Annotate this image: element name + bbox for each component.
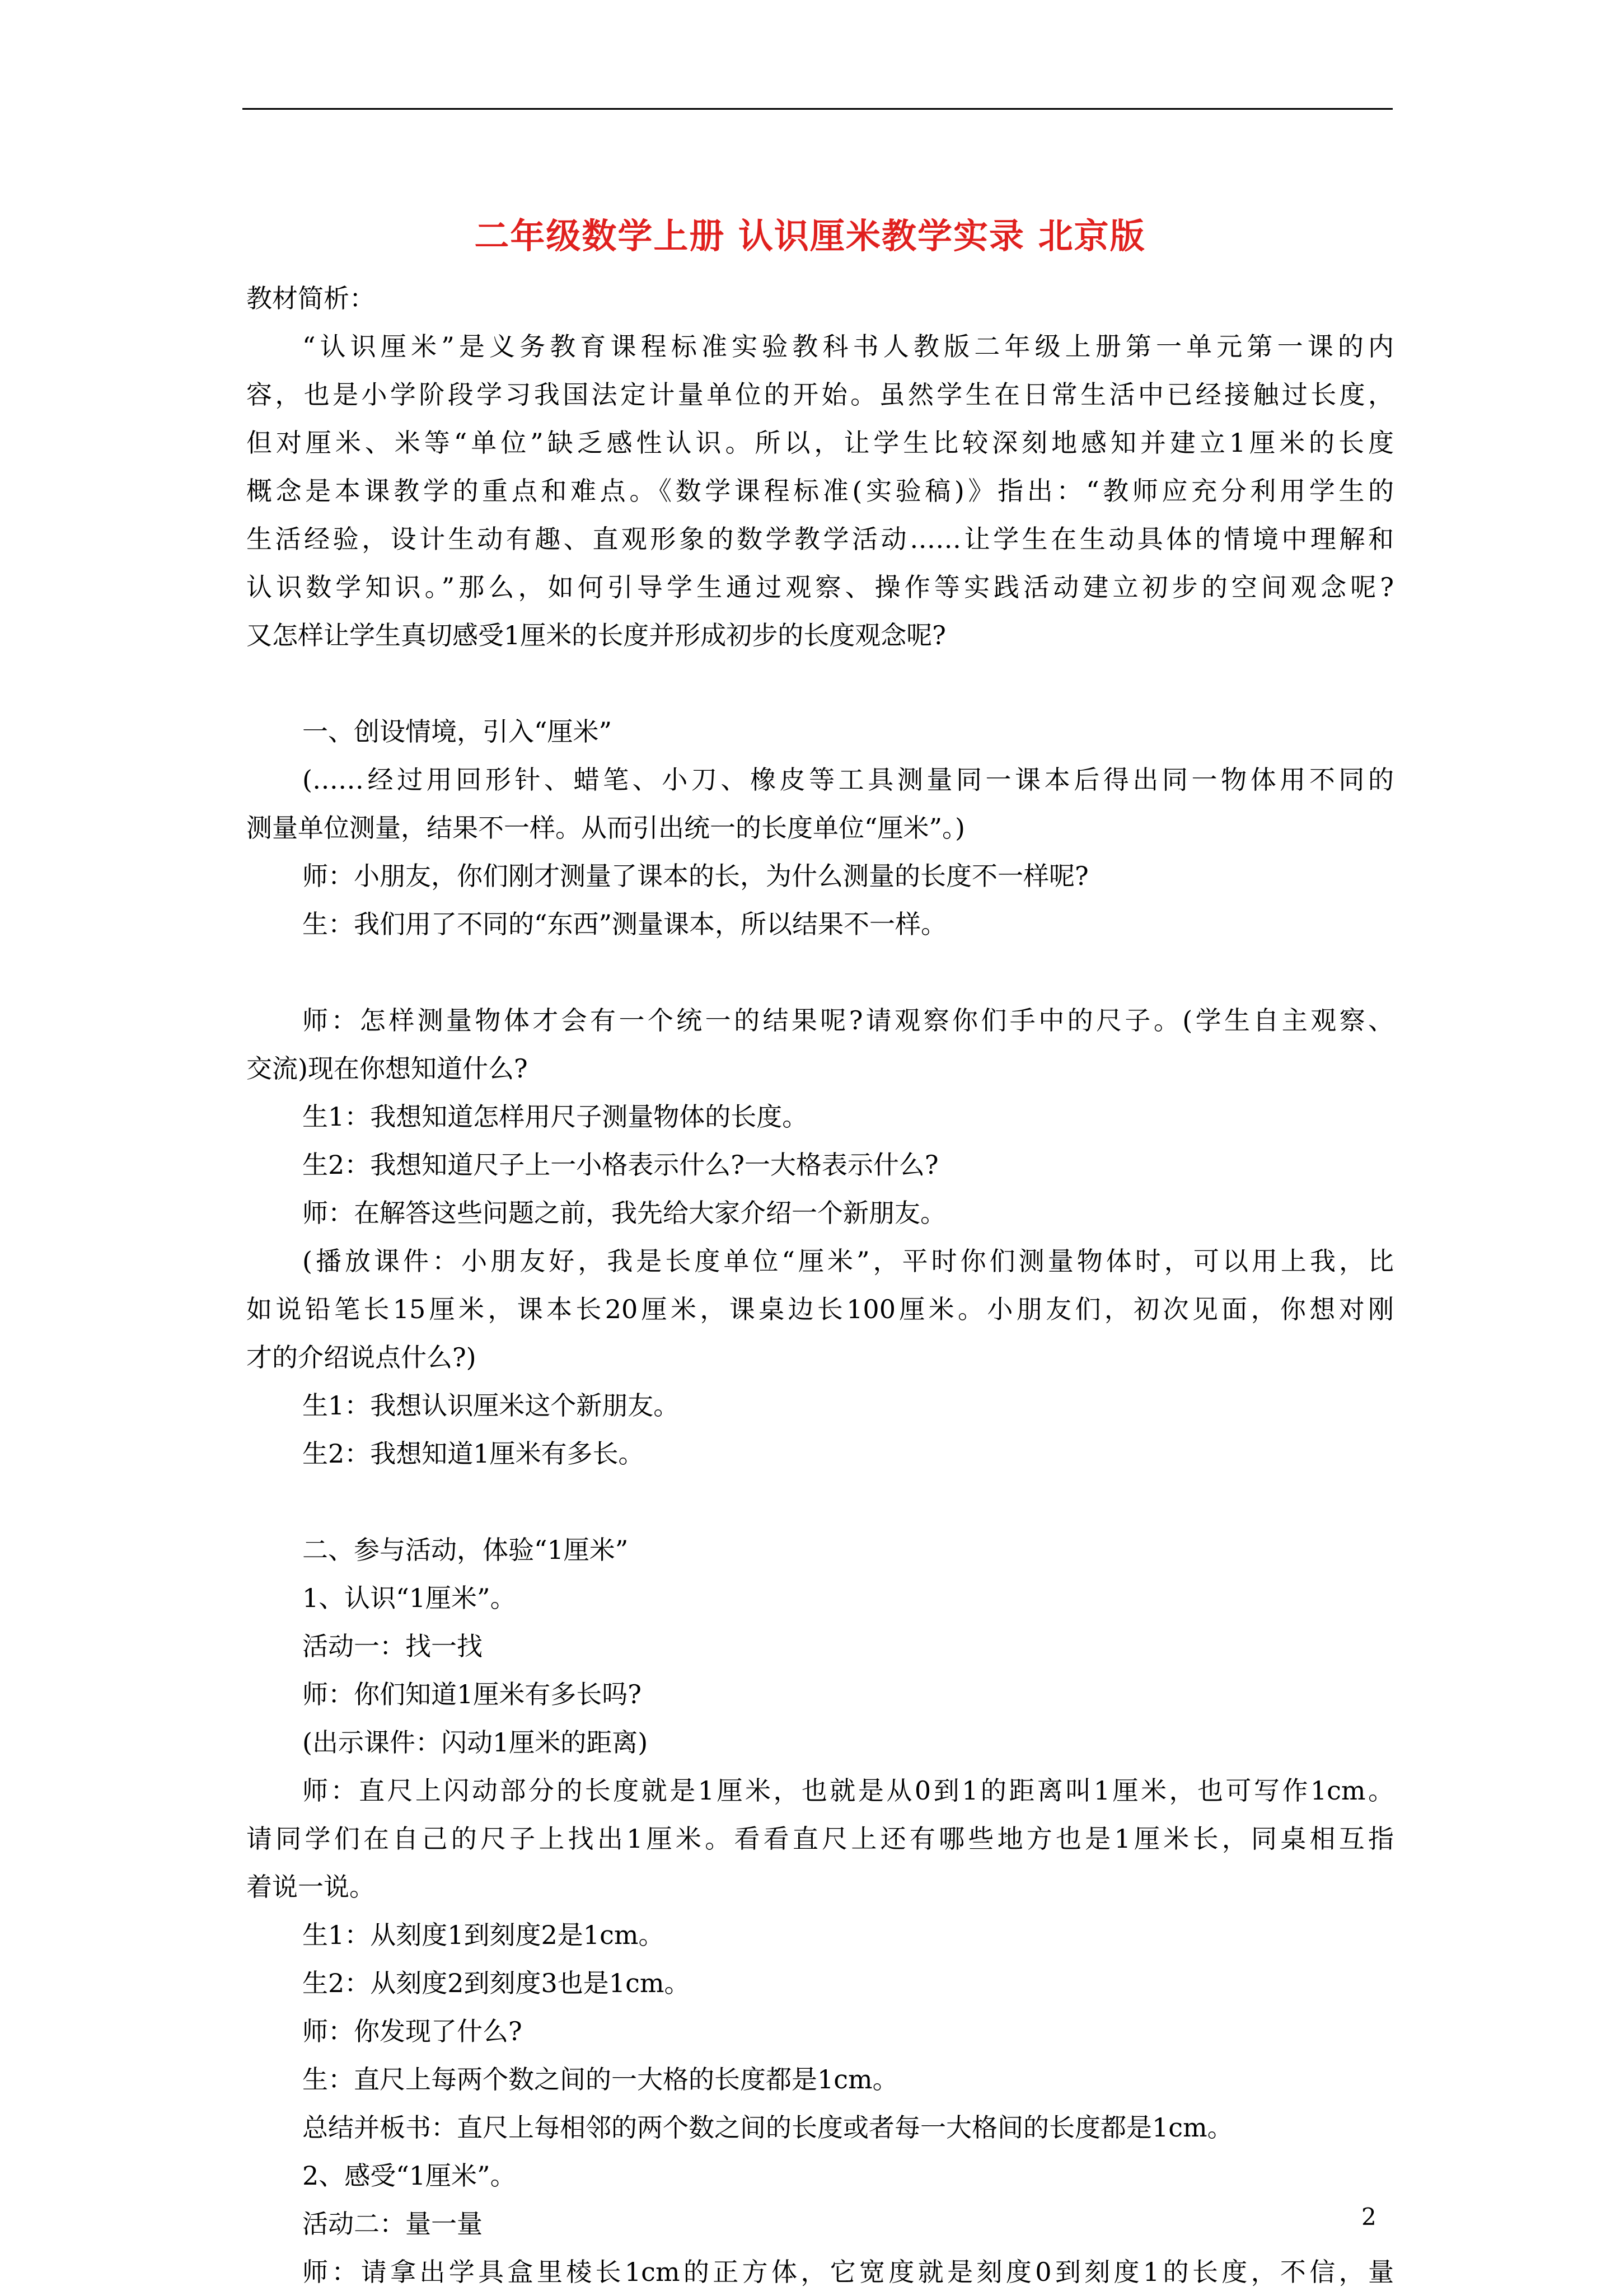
text-line: 但对厘米、米等“单位”缺乏感性认识。所以，让学生比较深刻地感知并建立1厘米的长度 [246,428,1394,458]
text-line: 请同学们在自己的尺子上找出1厘米。看看直尺上还有哪些地方也是1厘米长，同桌相互指 [246,1824,1394,1854]
text-line: 认识数学知识。”那么，如何引导学生通过观察、操作等实践活动建立初步的空间观念呢? [246,572,1394,602]
text-line: 生2：我想知道1厘米有多长。 [302,1438,644,1469]
text-line: 生1：我想知道怎样用尺子测量物体的长度。 [302,1102,808,1132]
document-body [246,274,1394,2296]
text-line: 1、认识“1厘米”。 [302,1583,516,1613]
text-line: 一、创设情境，引入“厘米” [302,716,612,747]
text-line: 教材简析： [246,283,375,313]
text-line: 总结并板书：直尺上每相邻的两个数之间的长度或者每一大格间的长度都是1cm。 [302,2112,1233,2143]
text-line: (……经过用回形针、蜡笔、小刀、橡皮等工具测量同一课本后得出同一物体用不同的 [302,765,1394,795]
paragraph-gap [246,948,1394,996]
text-line: 活动二：量一量 [302,2209,483,2239]
text-line: 师：请拿出学具盒里棱长1cm的正方体，它宽度就是刻度0到刻度1的长度，不信，量 [302,2257,1394,2287]
text-line: 生2：从刻度2到刻度3也是1cm。 [302,1968,690,1998]
text-line: 容，也是小学阶段学习我国法定计量单位的开始。虽然学生在日常生活中已经接触过长度， [246,379,1394,410]
text-line: 师：怎样测量物体才会有一个统一的结果呢?请观察你们手中的尺子。(学生自主观察、 [302,1005,1394,1035]
text-line: 师：直尺上闪动部分的长度就是1厘米，也就是从0到1的距离叫1厘米，也可写作1cm。 [302,1775,1394,1806]
paragraph-gap [246,659,1394,707]
text-line: 概念是本课教学的重点和难点。《数学课程标准(实验稿)》指出：“教师应充分利用学生的 [246,476,1394,506]
text-line: 师：小朋友，你们刚才测量了课本的长，为什么测量的长度不一样呢? [302,861,1089,891]
text-line: 二、参与活动，体验“1厘米” [302,1535,629,1565]
text-line: 师：在解答这些问题之前，我先给大家介绍一个新朋友。 [302,1198,946,1228]
text-line: 2、感受“1厘米”。 [302,2161,516,2191]
paragraph-gap [246,1478,1394,1526]
text-line: 师：你们知道1厘米有多长吗? [302,1679,642,1709]
text-line: 生1：我想认识厘米这个新朋友。 [302,1390,680,1421]
text-line: 生：我们用了不同的“东西”测量课本，所以结果不一样。 [302,909,947,939]
text-line: 着说一说。 [246,1872,375,1902]
text-line: 如说铅笔长15厘米，课本长20厘米，课桌边长100厘米。小朋友们，初次见面，你想对刚 [246,1294,1394,1324]
text-line: 生活经验，设计生动有趣、直观形象的数学教学活动……让学生在生动具体的情境中理解和 [246,524,1394,554]
text-line: 生：直尺上每两个数之间的一大格的长度都是1cm。 [302,2064,898,2094]
page-number: 2 [1361,2203,1376,2231]
text-line: 生2：我想知道尺子上一小格表示什么?一大格表示什么? [302,1150,939,1180]
text-line: 生1：从刻度1到刻度2是1cm。 [302,1920,664,1950]
text-line: 交流)现在你想知道什么? [246,1053,528,1084]
text-line: (播放课件：小朋友好，我是长度单位“厘米”，平时你们测量物体时，可以用上我，比 [302,1246,1394,1276]
text-line: 师：你发现了什么? [302,2016,522,2046]
text-line: (出示课件：闪动1厘米的距离) [302,1727,648,1758]
page-title: 二年级数学上册 认识厘米教学实录 北京版 [474,215,1146,256]
header-rule [242,108,1393,110]
text-line: “认识厘米”是义务教育课程标准实验教科书人教版二年级上册第一单元第一课的内 [302,331,1394,362]
text-line: 才的介绍说点什么?) [246,1342,476,1372]
text-line: 测量单位测量，结果不一样。从而引出统一的长度单位“厘米”。) [246,813,965,843]
text-line: 活动一：找一找 [302,1631,483,1661]
text-line: 又怎样让学生真切感受1厘米的长度并形成初步的长度观念呢? [246,620,946,650]
